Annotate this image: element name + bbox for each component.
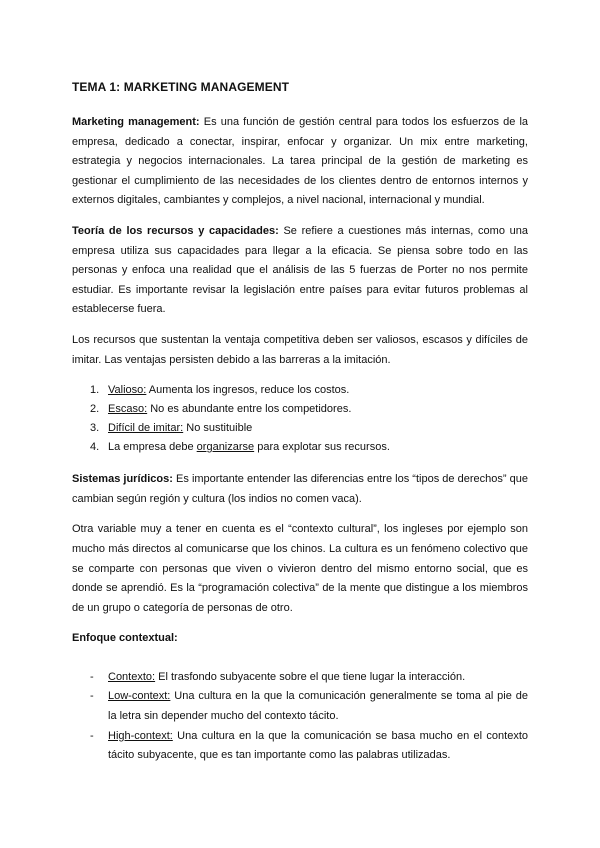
list-term: Difícil de imitar: — [108, 422, 184, 435]
list-text: El trasfondo subyacente sobre el que tiene lugar la interacción. — [155, 670, 466, 683]
document-title: TEMA 1: MARKETING MANAGEMENT — [72, 80, 290, 94]
list-number: 2. — [90, 403, 100, 416]
term-label: Marketing management: — [72, 116, 200, 128]
term-label: Sistemas jurídicos: — [72, 473, 173, 486]
paragraph-recursos-capacidades — [72, 222, 528, 320]
list-item — [72, 727, 528, 766]
list-item — [72, 419, 528, 438]
paragraph-contexto-cultural: Otra variable muy a tener en cuenta es el “contexto cultural”, los ingleses por ejemplo son mucho más directos al comunicarse que los chinos. La cultura es un fenómeno colectivo que se comparte con personas que viven o vivieron dentro del mismo entorno social, que es donde se aprendió. Es la “programación colectiva” de la mente que distingue a los miembros de un grupo o categoría de personas de otro. — [72, 523, 528, 614]
list-term: Valioso: — [108, 384, 147, 397]
list-item — [72, 438, 528, 457]
section-heading-text: Enfoque contextual: — [72, 632, 178, 645]
paragraph-text: Es una función de gestión central para todos los esfuerzos de la empresa, dedicado a conectar, inspirar, enfocar y organizar. Un mix entre marketing, estrategia y negocios internacionales. La tarea principal de la gestión de marketing es gestionar el cumplimiento de las necesidades de los clientes dentro de entornos internos y externos digitales, cambiantes y complejos, a nivel nacional, internacional y mundial. — [72, 116, 529, 207]
dash-list — [72, 668, 528, 766]
list-term: Escaso: — [108, 403, 148, 416]
list-text: para explotar sus recursos. — [254, 441, 390, 454]
list-text: Aumenta los ingresos, reduce los costos. — [146, 384, 350, 397]
list-term: High-context: — [108, 729, 173, 742]
list-item — [72, 381, 528, 400]
list-dash: - — [90, 690, 94, 703]
document-page — [72, 80, 528, 779]
list-term: Contexto: — [108, 670, 156, 683]
list-number: 3. — [90, 422, 100, 435]
list-item — [72, 687, 528, 726]
paragraph-marketing-management — [72, 113, 528, 211]
list-text: Una cultura en la que la comunicación generalmente se toma al pie de la letra sin depender mucho del contexto tácito. — [108, 690, 528, 723]
list-text: No es abundante entre los competidores. — [147, 403, 352, 416]
section-heading — [72, 629, 528, 649]
list-dash: - — [90, 670, 94, 683]
list-text: No sustituible — [183, 422, 253, 435]
list-number: 4. — [90, 441, 100, 454]
list-item — [72, 668, 528, 688]
list-term: organizarse — [196, 441, 255, 454]
list-text: Una cultura en la que la comunicación se basa mucho en el contexto tácito subyacente, que es tan importante como las palabras utilizadas. — [108, 729, 528, 762]
list-dash: - — [90, 729, 94, 742]
list-prefix: La empresa debe — [108, 441, 197, 454]
paragraph-text: Es importante entender las diferencias entre los “tipos de derechos” que cambian según región y cultura (los indios no comen vaca). — [72, 473, 528, 505]
numbered-list — [72, 381, 528, 457]
term-label: Teoría de los recursos y capacidades: — [72, 224, 279, 237]
list-term: Low-context: — [108, 690, 171, 703]
paragraph-text: Se refiere a cuestiones más internas, como una empresa utiliza sus capacidades para llegar a la eficacia. Se piensa sobre todo en las personas y enfoca una realidad que el análisis de las 5 fuerzas de Porter no nos permite estudiar. Es importante revisar la legislación entre países para evitar futuros problemas al establecerse fuera. — [72, 224, 528, 316]
paragraph-sistemas-juridicos — [72, 470, 528, 509]
list-number: 1. — [90, 384, 100, 397]
list-item — [72, 400, 528, 419]
paragraph-ventaja-competitiva: Los recursos que sustentan la ventaja competitiva deben ser valiosos, escasos y difíciles de imitar. Las ventajas persisten debido a las barreras a la imitación. — [72, 333, 528, 366]
